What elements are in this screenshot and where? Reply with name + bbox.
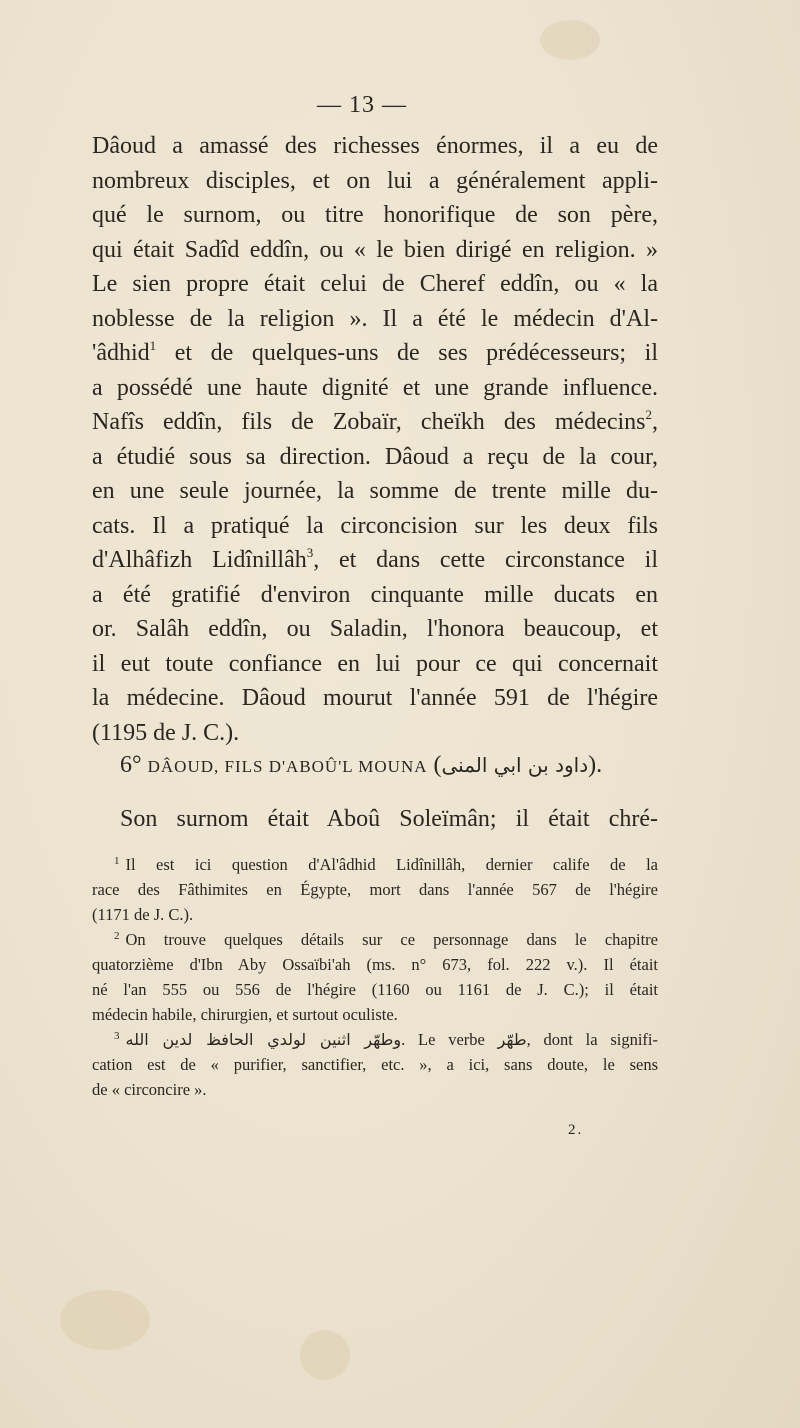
footnote-text: né l'an 555 ou 556 de l'hégire (1160 ou 1161 de J. C.); il était <box>92 980 658 999</box>
section-title: DÂOUD, FILS D'ABOÛ'L MOUNA <box>147 757 428 776</box>
text-line: (1195 de J. C.). <box>92 719 240 746</box>
text-line: a été gratifié d'environ cinquante mille ducats en <box>92 581 658 608</box>
footnote-ref-1[interactable]: 1 <box>149 338 157 353</box>
text-line: qui était Sadîd eddîn, ou « le bien dirigé en religion. » <box>92 236 658 263</box>
text-segment: 'âdhid <box>92 340 150 366</box>
page-number: — 13 — <box>317 92 407 118</box>
text-segment: et de quelques-uns de ses prédécesseurs; il <box>174 340 659 366</box>
footnotes <box>92 852 658 1102</box>
text-line <box>92 405 658 440</box>
main-paragraph <box>92 129 658 750</box>
footnote-text: médecin habile, chirurgien, et surtout oculiste. <box>92 1005 398 1024</box>
text-segment: , et dans cette circonstance il <box>313 547 658 573</box>
arabic-paren-open: ( <box>433 752 442 778</box>
text-line: il eut toute confiance en lui pour ce qui concernait <box>92 650 658 677</box>
signature-mark: 2. <box>568 1122 584 1138</box>
paper-stain <box>300 1330 350 1380</box>
paper-stain <box>60 1290 150 1350</box>
section-number: 6° <box>120 752 142 778</box>
text-line: la médecine. Dâoud mourut l'année 591 de l'hégire <box>92 685 658 711</box>
text-segment: d'Alhâfizh Lidînillâh <box>92 547 307 573</box>
footnote-ref-2[interactable]: 2 <box>645 407 652 422</box>
footnote-text: Il est ici question d'Al'âdhid Lidînillâh, dernier calife de la <box>125 855 658 874</box>
footnote-text: On trouve quelques détails sur ce personnage dans le chapitre <box>125 930 658 949</box>
footnote-text: race des Fâthimites en Égypte, mort dans l'année 567 de l'hégire <box>92 880 658 899</box>
text-line: en une seule journée, la somme de trente mille du- <box>92 478 658 504</box>
text-line <box>92 543 658 578</box>
continuation-line: Son surnom était Aboû Soleïmân; il était chré- <box>120 806 658 832</box>
text-line <box>92 336 658 371</box>
arabic-quote: وطهّر اثنين لولدي الحافظ لدين الله <box>125 1030 402 1049</box>
footnote-text: de « circoncire ». <box>92 1080 207 1099</box>
text-line: Dâoud a amassé des richesses énormes, il a eu de <box>92 133 658 159</box>
section-heading <box>120 748 660 784</box>
text-segment: Nafîs eddîn, fils de Zobaïr, cheïkh des médecins <box>92 409 646 435</box>
footnote-1 <box>92 852 658 877</box>
text-line: noblesse de la religion ». Il a été le médecin d'Al- <box>92 305 658 332</box>
footnote-text: , dont la signifi- <box>526 1030 659 1049</box>
footnote-text: cation est de « purifier, sanctifier, etc. », a ici, sans doute, le sens <box>92 1055 658 1074</box>
text-line: cats. Il a pratiqué la circoncision sur les deux fils <box>92 512 658 539</box>
footnote-mark: 1 <box>114 855 120 867</box>
arabic-paren-close: ). <box>588 752 603 778</box>
text-line: or. Salâh eddîn, ou Saladin, l'honora beaucoup, et <box>92 616 658 642</box>
text-line: a possédé une haute dignité et une grande influence. <box>92 374 658 401</box>
text-segment: , <box>652 409 658 435</box>
footnote-ref-3[interactable]: 3 <box>306 545 314 560</box>
footnote-text: . Le verbe <box>401 1030 485 1049</box>
footnote-3 <box>92 1027 658 1052</box>
arabic-name: داود بن ابي المنى <box>441 753 589 777</box>
text-line: Le sien propre était celui de Cheref eddîn, ou « la <box>92 271 658 297</box>
footnote-mark: 2 <box>114 930 120 942</box>
footnote-text: (1171 de J. C.). <box>92 905 194 924</box>
text-line: nombreux disciples, et on lui a généralement appli- <box>92 167 658 194</box>
footnote-text: quatorzième d'Ibn Aby Ossaïbi'ah (ms. n° 673, fol. 222 v.). Il était <box>92 955 658 974</box>
footnote-mark: 3 <box>114 1030 120 1042</box>
text-line: qué le surnom, ou titre honorifique de son père, <box>92 202 658 228</box>
text-line: a étudié sous sa direction. Dâoud a reçu de la cour, <box>92 443 658 470</box>
arabic-verb: طهّر <box>497 1030 527 1049</box>
footnote-2 <box>92 927 658 952</box>
paper-stain <box>540 20 600 60</box>
